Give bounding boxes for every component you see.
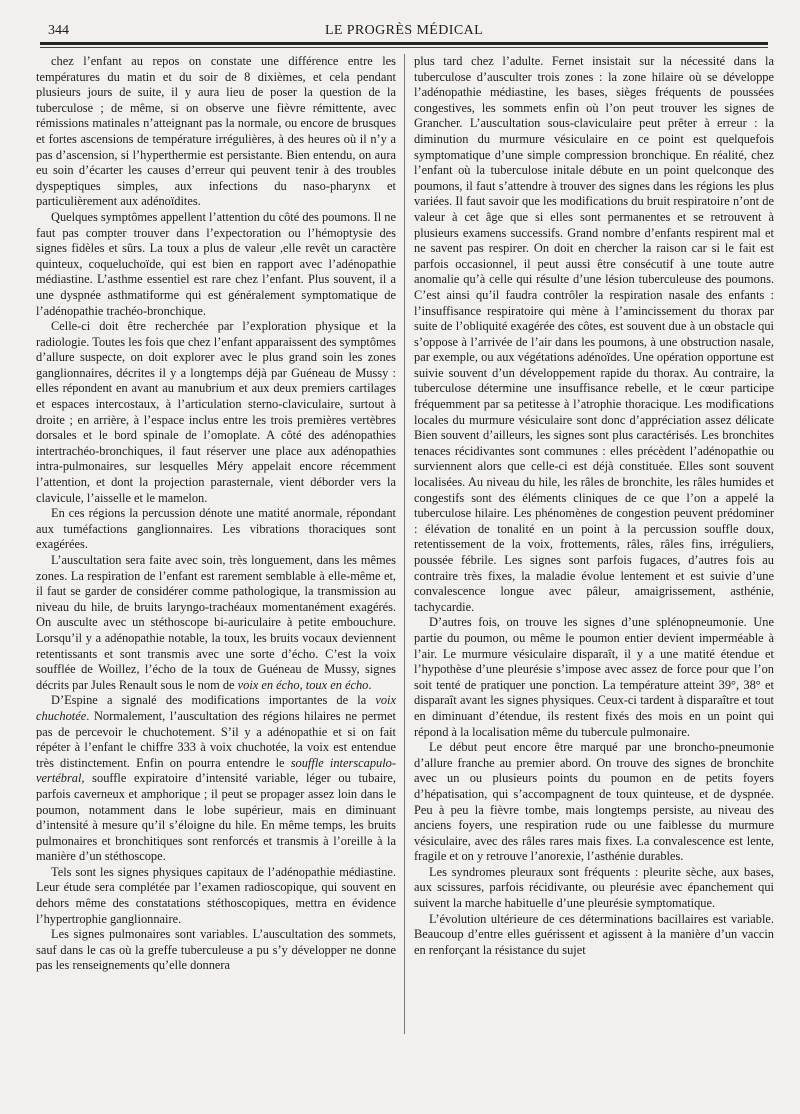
paragraph-text: En ces régions la percussion dénote une matité anormale, répondant aux tuméfactions ganglionnaires. Les vibrations thoraciques sont exagérées. [36,506,396,552]
paragraph-text: , souffle expiratoire d’intensité variable, léger ou tubaire, parfois caverneux et amphorique ; il peut se propager assez loin dans le poumon, notamment dans le lobe supérieur, mais en diminuant d’intensité à mesure qu’il s’éloigne du hile. En même temps, les bruits pulmonaires et bronchitiques sont renforcés et transmis à l’oreille à la manière d’un stéthoscope. [36,771,396,864]
paragraph-text: D’Espine a signalé des modifications importantes de la [51,693,376,708]
page-number: 344 [48,23,69,38]
paragraph-text: Quelques symptômes appellent l’attention du côté des poumons. Il ne faut pas compter trouver dans l’expectoration ou l’hémoptysie des signes fidèles et sûrs. La toux a plus de valeur ,elle revêt un caractère quinteux, coqueluchoïde, qui est bien en rapport avec l’adénopathie médiastine. L’asthme essentiel est rare chez l’enfant. Plus souvent, il a une dyspnée asthmatiforme qui est généralement symptomatique de l’adénopathie trachéo-bronchique. [36,209,396,318]
right-column [414,54,774,1104]
paragraph [36,54,396,210]
paragraph [414,865,774,912]
paragraph [36,693,396,865]
italic-term: souffle interscapulo-vertébral [36,755,396,786]
paragraph-text: D’autres fois, on trouve les signes d’une splénopneumonie. Une partie du poumon, ou même le poumon entier devient imperméable à l’air. Le murmure vésiculaire disparaît, il y a une matité étendue et l’hypothèse d’une pleurésie s’impose avec assez de force pour que l’on soit tenté de pratiquer une ponction. La température atteint 39°, 38° et disparaît avant les signes physiques. Ceux-ci tardent à disparaître et tout en diminuant d’étendue, ils restent fixés des mois en un point qui répond à la localisation même du tubercule pulmonaire. [414,615,774,739]
paragraph [36,927,396,974]
paragraph [36,319,396,506]
paragraph-text: . Normalement, l’auscultation des régions hilaires ne permet pas de percevoir le chuchotement. S’il y a adénopathie et si on fait répéter à l’enfant le chiffre 333 à voix chuchotée, la voix est entendue très distinctement. Enfin on pourra entendre le [36,708,396,770]
left-column [36,54,396,1104]
journal-title: LE PROGRÈS MÉDICAL [324,23,484,38]
paragraph [36,506,396,553]
paragraph-text: Tels sont les signes physiques capitaux de l’adénopathie médiastine. Leur étude sera complétée par l’examen radioscopique, qui souvent en dehors même des constatations stéthoscopiques, mettra en évidence l’hypertrophie ganglionnaire. [36,864,396,926]
italic-term: voix en écho, toux en écho [237,677,369,692]
column-divider [404,54,405,1034]
header-rule-thin [40,47,768,48]
paragraph [414,54,774,615]
paragraph-text: Les signes pulmonaires sont variables. L’auscultation des sommets, sauf dans le cas où la greffe tuberculeuse a pu s’y développer ne donne pas les renseignements qu’elle donnera [36,927,396,973]
paragraph [36,865,396,927]
paragraph [36,553,396,693]
paragraph [414,740,774,865]
header-rule [40,42,768,45]
paragraph-text: . [368,677,372,692]
paragraph-text: Le début peut encore être marqué par une broncho-pneumonie d’allure franche au premier abord. On trouve des signes de bronchite avec un ou plusieurs points du poumon en de petits foyers d’hépatisation, qui s’accompagnent de toux quinteuse, et de dyspnée. Peu à peu la fièvre tombe, mais longtemps persiste, au niveau des anciens foyers, une respiration rude ou une faiblesse du murmure vésiculaire, avec des râles rares mais fixes. La convalescence est lente, fragile et on y retrouve l’anorexie, l’asthénie durables. [414,740,774,864]
paragraph-text: L’auscultation sera faite avec soin, très longuement, dans les mêmes zones. La respiration de l’enfant est rarement semblable à elle-même et, il faut se garder de considérer comme pathologique, la transmission au niveau du hile, de bruits laryngo-trachéaux momentanément exagérés. On ausculte avec un stéthoscope bi-auriculaire à petite embouchure. Lorsqu’il y a adénopathie notable, la toux, les bruits vocaux deviennent retentissants et sont transmis avec une sorte d’écho. C’est la voix soufflée de Woillez, l’écho de la toux de Guéneau de Mussy, signes décrits par Jules Renault sous le nom de [36,553,396,692]
paragraph [414,615,774,740]
paragraph-text: Celle-ci doit être recherchée par l’exploration physique et la radiologie. Toutes les fois que chez l’enfant apparaissent des symptômes d’allure suspecte, on doit explorer avec le plus grand soin les zones ganglionnaires, décrites il y a longtemps déjà par Guéneau de Mussy : elles répondent en avant au manubrium et aux deux premiers cartilages et espaces intercostaux, à l’articulation sterno-claviculaire, surtout à droite ; en arrière, à l’espace inclus entre les trois premières vertèbres dorsales et le bord spinale de l’omoplate. A côté des adénopathies intertrachéo-bronchiques, il faut réserver une place aux adénopathies intra-pulmonaires, sur lesquelles Méry appelait encore récemment l’attention, et dont la projection parasternale, vient déborder vers la clavicule, l’aisselle et le mamelon. [36,319,396,505]
paragraph [36,210,396,319]
page-header [40,20,768,44]
paragraph-text: chez l’enfant au repos on constate une différence entre les températures du matin et du soir de 8 dixièmes, et cela pendant plusieurs jours de suite, il y aura lieu de poser la question de la tuberculose ; de même, si on observe une fièvre rémittente, avec rémissions matinales n’atteignant pas la normale, ou encore de brusques et fortes ascensions de température irrégulières, à des heures où il n’y a pas d’ascension, si l’hyperthermie est persistante. Bien entendu, on aura eu soin d’écarter les causes d’erreur qui peuvent tenir à des troubles dyspeptiques simples, aux infections du naso-pharynx et particulièrement aux adénoïdites. [36,54,396,209]
paragraph-text: plus tard chez l’adulte. Fernet insistait sur la nécessité dans la tuberculose d’ausculter trois zones : la zone hilaire où se développe l’adénopathie médiastine, les bases, sièges fréquents de poussées congestives, les sommets enfin où l’on peut trouver les signes de Grancher. L’auscultation sous-claviculaire peut prêter à erreur : la diminution du murmure vésiculaire en ce point est quelquefois symptomatique d’une simple compression bronchique. En réalité, chez l’enfant où la tuberculose initale débute en un point quelconque des poumons, il faut s’attendre à trouver des signes dans les régions les plus variées. Il faut savoir que les modifications du bruit respiratoire n’ont de valeur à cet âge que si elles sont permanentes et se retrouvent à plusieurs examens successifs. Grand nombre d’enfants respirent mal et ne savent pas respirer. On doit en chercher la raison car si le fait est parfois occasionnel, il peut aussi être consécutif à une toute autre anomalie qu’à celle qui résulte d’une lésion tuberculeuse des poumons. C’est ainsi qu’il faudra contrôler la respiration nasale des enfants : l’insuffisance respiratoire qui mène à l’amincissement du thorax par suite de l’obliquité exagérée des côtes, est souvent due à un obstacle qui s’oppose à l’arrivée de l’air dans les poumons, à une obstruction nasale, par exemple, ou aux végétations adénoïdes. Une opération opportune est suivie souvent d’un développement rapide du thorax. Au contraire, la tuberculose détermine une insuffisance rebelle, et le cœur participe fréquemment par sa petitesse à l’atrophie thoracique. Les modifications locales du murmure vésiculaire sont donc d’appréciation assez délicate Bien souvent d’ailleurs, les signes sont plus caractérisés. Les bronchites tenaces récidivantes sont communes : elles précèdent l’adénopathie ou surviennent alors que celle-ci est déjà constituée. Elles sont souvent localisées. Au niveau du hile, les râles de bronchite, les râles humides et congestifs sont des éléments cliniques de ce que l’on a appelé la tuberculose hilaire. Les phénomènes de congestion peuvent prédominer : élévation de tonalité en un point à la percussion souffle doux, retentissement de la voix, frottements, râles, râles fins, irréguliers, poussée fébrile. Les signes sont parfois fugaces, d’autres fois au contraire très fixes, la maladie évolue lentement et est suivie d’une convalescence longue avec pâleur, amaigrissement, asthénie, tachycardie. [414,54,774,614]
paragraph-text: L’évolution ultérieure de ces déterminations bacillaires est variable. Beaucoup d’entre elles guérissent et agissent à la manière d’un vaccin en renforçant la résistance du sujet [414,911,774,957]
italic-term: voix chuchotée [36,693,396,723]
paragraph [414,912,774,959]
paragraph-text: Les syndromes pleuraux sont fréquents : pleurite sèche, aux bases, aux scissures, parfois récidivante, ou pleurésie avec épanchement qui suivent la marche habituelle d’une pleurésie symptomatique. [414,864,774,911]
